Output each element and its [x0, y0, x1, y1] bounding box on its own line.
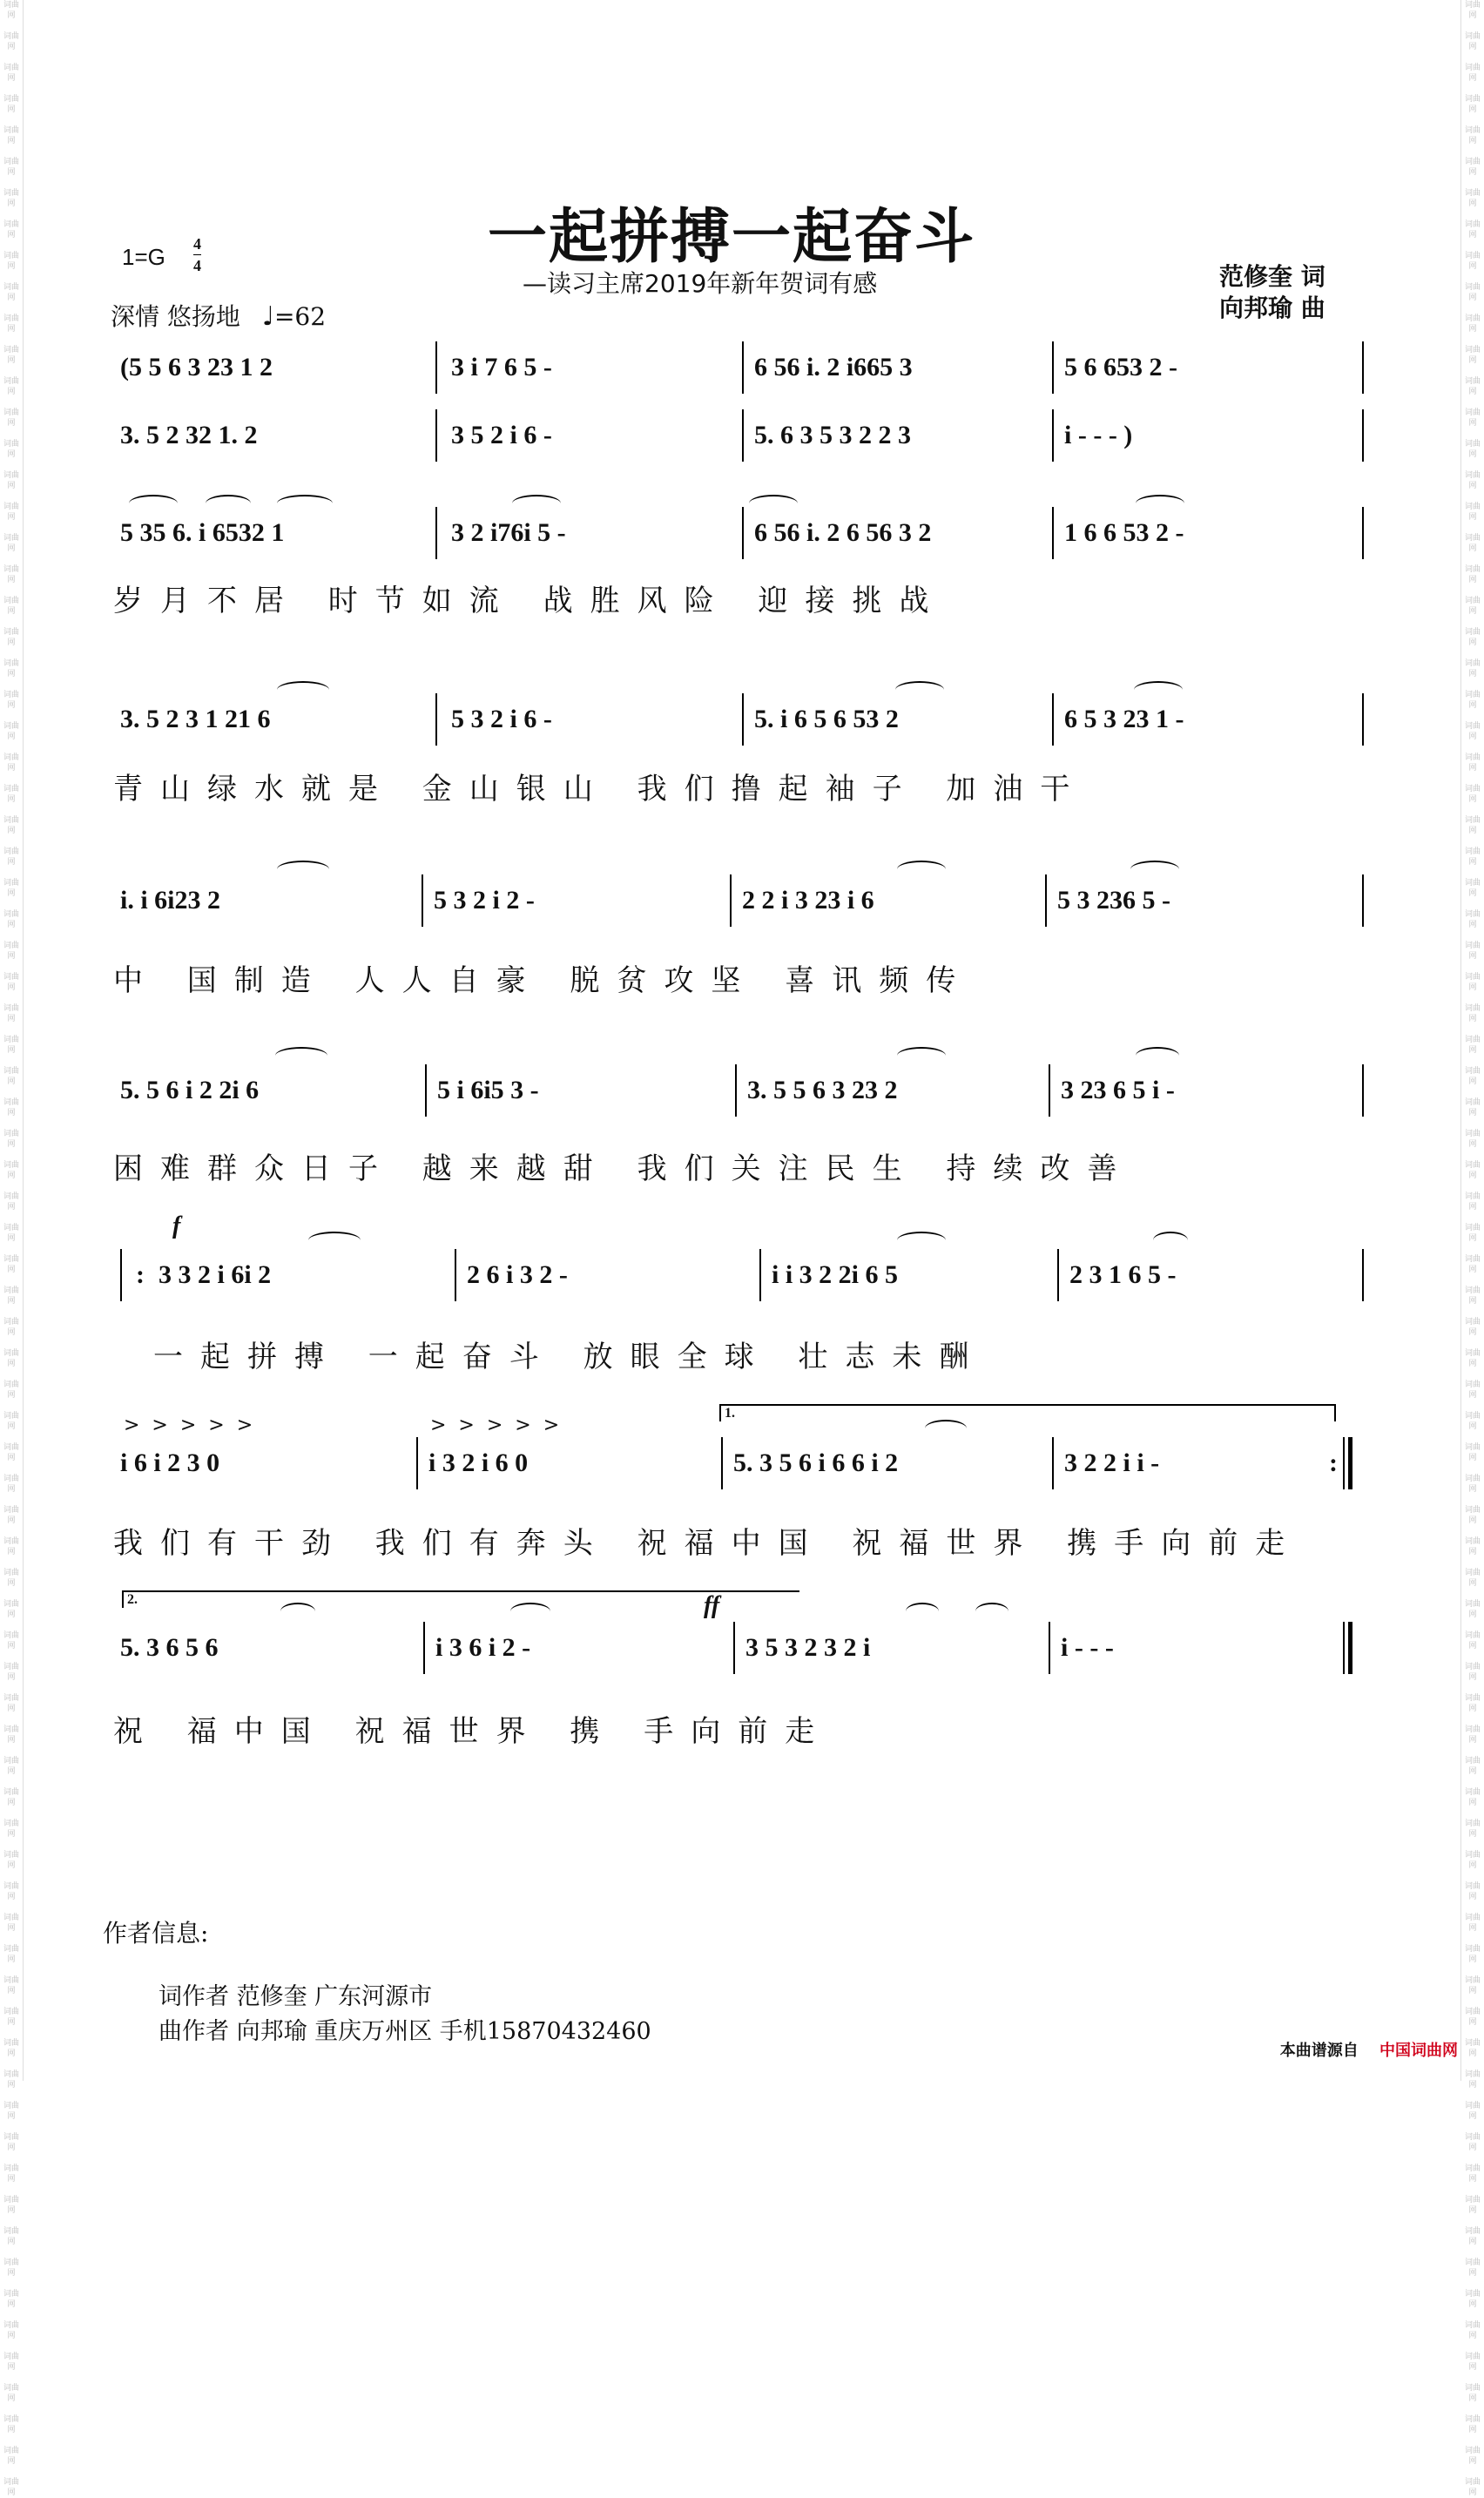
bar-line: [435, 341, 437, 394]
bar-line: [1052, 693, 1054, 746]
repeat-dots: :: [1329, 1448, 1338, 1477]
bar-line: [435, 507, 437, 559]
slur: [897, 1047, 946, 1064]
bar-line: [1052, 507, 1054, 559]
slur: [975, 1603, 1008, 1620]
time-signature-bottom: 4: [193, 257, 201, 274]
measure: i 3 2 i 6 0: [428, 1448, 529, 1477]
measure: i i 3 2 2i 6 5: [772, 1260, 899, 1289]
measure: i 6 i 2 3 0: [120, 1448, 220, 1477]
measure: 5 35 6. i 6532 1: [120, 518, 285, 547]
lyrics-row-1: 岁月不居 时节如流 战胜风险 迎接挑战: [113, 584, 947, 618]
bar-line: [735, 1064, 737, 1117]
lyrics-row-5: 一起拼搏 一起奋斗 放眼全球 壮志未酬: [153, 1340, 987, 1374]
bar-line: [1362, 341, 1364, 394]
bar-line: [1052, 409, 1054, 462]
bar-line: [1362, 874, 1364, 927]
bar-line: [1362, 693, 1364, 746]
slur: [1136, 1047, 1179, 1064]
measure: i - - -: [1061, 1633, 1114, 1662]
bar-line: [742, 341, 744, 394]
slur: [1153, 1232, 1188, 1249]
measure: 2 3 1 6 5 -: [1069, 1260, 1177, 1289]
right-edge-watermark: 词曲网 词曲网 词曲网 词曲网 词曲网 词曲网 词曲网 词曲网 词曲网 词曲网 词曲网 词曲网 词曲网 词曲网 词曲网 词曲网 词曲网 词曲网 词曲网 词曲网 词曲网 词曲网 词曲网 词曲网 词曲网 词曲网 词曲网 词曲网 词曲网 词曲网 词曲网 词曲网 词曲网 词曲网 词曲网 词曲网 词曲网 词曲网 词曲网 词曲网 词曲网 词曲网 词曲网 词曲网 词曲网 词曲网 词曲网 词曲网 词曲网 词曲网 词曲网 词曲网 词曲网 词曲网 词曲网 词曲网 词曲网 词曲网 词曲网 词曲网 词曲网 词曲网 词曲网 词曲网 词曲网 词曲网 词曲网 词曲网 词曲网 词曲网 词曲网 词曲网 词曲网 词曲网 词曲网 词曲网 词曲网 词曲网 词曲网 词曲网: [1460, 0, 1484, 2081]
measure: 5 3 2 i 2 -: [434, 886, 535, 915]
measure: 3. 5 5 6 3 23 2: [747, 1076, 898, 1104]
song-title: 一起拼搏一起奋斗: [488, 202, 976, 272]
bar-line: [422, 874, 423, 927]
bar-line: [733, 1622, 735, 1674]
measure: 5. 3 6 5 6: [120, 1633, 219, 1662]
measure: 3 2 i76i 5 -: [451, 518, 566, 547]
credits: [1219, 261, 1325, 324]
bar-line: [435, 409, 437, 462]
bar-line: [1049, 1622, 1050, 1674]
measure: i 3 6 i 2 -: [435, 1633, 531, 1662]
measure: 5. 3 5 6 i 6 6 i 2: [733, 1448, 899, 1477]
source-footer: [1280, 2038, 1458, 2061]
bar-line: [1362, 1064, 1364, 1117]
notation-row-5: [120, 874, 1366, 927]
lyricist-info: 词作者 范修奎 广东河源市: [159, 1983, 433, 2010]
bar-line: [1049, 1064, 1050, 1117]
bar-line: [455, 1249, 456, 1301]
measure: 3. 5 2 3 1 21 6: [120, 705, 271, 733]
slur: [280, 1603, 315, 1620]
source-label: 本曲谱源自: [1279, 2042, 1359, 2060]
author-info-heading: 作者信息:: [103, 1919, 209, 1948]
slur: [308, 1232, 361, 1249]
measure: i - - - ): [1064, 421, 1133, 449]
measure: 5 6 653 2 -: [1064, 353, 1177, 381]
time-signature: [193, 233, 201, 276]
bar-line: [721, 1437, 723, 1489]
measure: 3 5 3 2 3 2 i: [745, 1633, 871, 1662]
volta-first-ending: 1.: [719, 1404, 1336, 1421]
left-edge-watermark: 词曲网 词曲网 词曲网 词曲网 词曲网 词曲网 词曲网 词曲网 词曲网 词曲网 词曲网 词曲网 词曲网 词曲网 词曲网 词曲网 词曲网 词曲网 词曲网 词曲网 词曲网 词曲网 词曲网 词曲网 词曲网 词曲网 词曲网 词曲网 词曲网 词曲网 词曲网 词曲网 词曲网 词曲网 词曲网 词曲网 词曲网 词曲网 词曲网 词曲网 词曲网 词曲网 词曲网 词曲网 词曲网 词曲网 词曲网 词曲网 词曲网 词曲网 词曲网 词曲网 词曲网 词曲网 词曲网 词曲网 词曲网 词曲网 词曲网 词曲网 词曲网 词曲网 词曲网 词曲网 词曲网 词曲网 词曲网 词曲网 词曲网 词曲网 词曲网 词曲网 词曲网 词曲网 词曲网 词曲网 词曲网 词曲网 词曲网 词曲网: [0, 0, 24, 2081]
measure: 6 5 3 23 1 -: [1064, 705, 1184, 733]
bar-line: [1045, 874, 1047, 927]
notation-row-2: [120, 409, 1366, 462]
slur: [510, 1603, 550, 1620]
notation-row-9: [120, 1622, 1366, 1674]
tempo-value: =62: [273, 302, 327, 331]
measure: 3 2 2 i i -: [1064, 1448, 1160, 1477]
dynamic-fortissimo: ff: [704, 1592, 720, 1619]
site-brand-link[interactable]: 中国词曲网: [1379, 2042, 1458, 2060]
lyrics-row-3: 中 国制造 人人自豪 脱贫攻坚 喜讯频传: [113, 963, 974, 998]
measure: 3 i 7 6 5 -: [451, 353, 552, 381]
bar-line: [759, 1249, 761, 1301]
lyrics-row-7: 祝 福中国 祝福世界 携 手向前走: [113, 1714, 833, 1749]
volta-second-ending: 2.: [122, 1590, 799, 1608]
song-subtitle: —读习主席2019年新年贺词有感: [523, 269, 878, 298]
measure: 5 3 2 i 6 -: [451, 705, 552, 733]
lyrics-row-6: 我们有干劲 我们有奔头 祝福中国 祝福世界 携手向前走: [113, 1526, 1303, 1561]
repeat-end-bar: [1343, 1437, 1352, 1489]
measure: 3. 5 2 32 1. 2: [120, 421, 258, 449]
measure: 6 56 i. 2 i665 3: [754, 353, 913, 381]
quarter-note-icon: ♩: [261, 301, 274, 332]
tempo-marking: [111, 298, 326, 333]
bar-line: [742, 507, 744, 559]
measure: 5 3 236 5 -: [1057, 886, 1170, 915]
accent-marks-1: >>>>>: [124, 1414, 266, 1436]
notation-row-8: [120, 1437, 1366, 1489]
expression-text: 深情 悠扬地: [111, 302, 240, 331]
bar-line: [425, 1064, 427, 1117]
final-bar: [1343, 1622, 1352, 1674]
bar-line: [1362, 409, 1364, 462]
bar-line: [1057, 1249, 1059, 1301]
measure: 3 23 6 5 i -: [1061, 1076, 1175, 1104]
measure: 2 2 i 3 23 i 6: [742, 886, 874, 915]
bar-line: [435, 693, 437, 746]
measure: 3 3 2 i 6i 2: [159, 1260, 272, 1289]
measure: 5. 5 6 i 2 2i 6: [120, 1076, 260, 1104]
repeat-dots: :: [136, 1260, 145, 1289]
measure: 3 5 2 i 6 -: [451, 421, 552, 449]
notation-row-3: [120, 507, 1366, 559]
bar-line: [1052, 1437, 1054, 1489]
bar-line: [742, 693, 744, 746]
bar-line: [1362, 1249, 1364, 1301]
time-signature-top: 4: [193, 233, 201, 255]
measure: 2 6 i 3 2 -: [467, 1260, 568, 1289]
lyrics-row-4: 困难群众日子 越来越甜 我们关注民生 持续改善: [113, 1151, 1135, 1186]
notation-row-7: [120, 1249, 1366, 1301]
bar-line: [742, 409, 744, 462]
lyrics-row-2: 青山绿水就是 金山银山 我们撸起袖子 加油干: [113, 772, 1088, 807]
notation-row-4: [120, 693, 1366, 746]
measure: 1 6 6 53 2 -: [1064, 518, 1184, 547]
repeat-start-bar: [120, 1249, 122, 1301]
accent-marks-2: >>>>>: [430, 1414, 572, 1436]
bar-line: [423, 1622, 425, 1674]
slur: [906, 1603, 939, 1620]
measure: (5 5 6 3 23 1 2: [120, 353, 273, 381]
bar-line: [730, 874, 732, 927]
notation-row-6: [120, 1064, 1366, 1117]
lyricist-credit: 范修奎 词: [1219, 262, 1325, 291]
dynamic-forte: f: [172, 1212, 181, 1239]
key-signature: 1=G: [122, 244, 165, 270]
bar-line: [1052, 341, 1054, 394]
measure: 5 i 6i5 3 -: [437, 1076, 539, 1104]
bar-line: [1362, 507, 1364, 559]
measure: 5. i 6 5 6 53 2: [754, 705, 899, 733]
slur: [275, 1047, 327, 1064]
composer-credit: 向邦瑜 曲: [1219, 294, 1325, 322]
measure: 6 56 i. 2 6 56 3 2: [754, 518, 932, 547]
measure: i. i 6i23 2: [120, 886, 221, 915]
notation-row-1: [120, 341, 1366, 394]
measure: 5. 6 3 5 3 2 2 3: [754, 421, 911, 449]
composer-info: 曲作者 向邦瑜 重庆万州区 手机15870432460: [159, 2018, 651, 2045]
slur: [925, 1420, 967, 1437]
bar-line: [416, 1437, 418, 1489]
slur: [897, 1232, 946, 1249]
